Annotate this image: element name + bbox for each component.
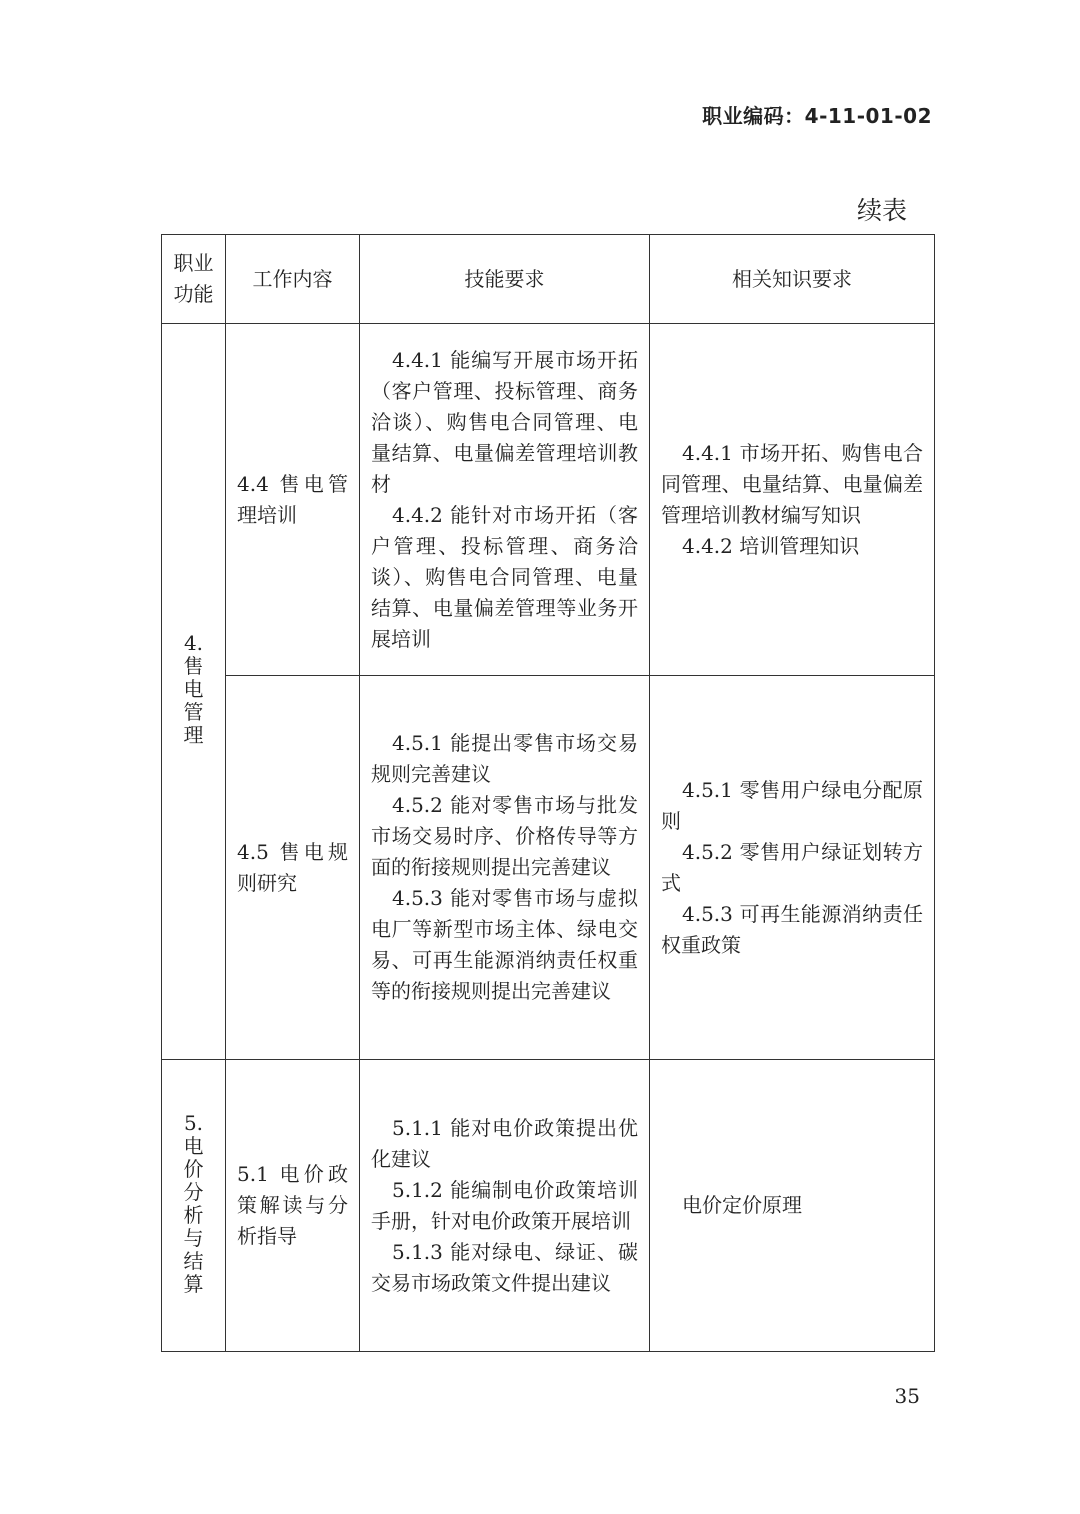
page-number: 35 [894, 1384, 920, 1408]
work-content: 5.1 电价政策解读与分析指导 [237, 1162, 348, 1248]
continued-label: 续表 [856, 196, 907, 225]
header-skills: 技能要求 [464, 266, 545, 291]
skills-cell [360, 1060, 650, 1352]
knowledge-cell [650, 676, 935, 1060]
knowledge-item: 4.5.1 零售用户绿电分配原则 [661, 777, 923, 833]
table-row [162, 676, 935, 1060]
table-header-row [162, 235, 935, 324]
knowledge-cell [650, 324, 935, 676]
table-row [162, 324, 935, 676]
function-name: 电价分析与结算 [183, 1133, 204, 1296]
work-cell [226, 324, 360, 676]
skill-item: 4.5.3 能对零售市场与虚拟电厂等新型市场主体、绿电交易、可再生能源消纳责任权重等的衔接规则提出完善建议 [371, 886, 638, 1003]
skill-item: 4.5.1 能提出零售市场交易规则完善建议 [371, 731, 638, 786]
work-cell [226, 1060, 360, 1352]
skills-cell [360, 676, 650, 1060]
knowledge-item: 4.5.2 零售用户绿证划转方式 [661, 839, 923, 895]
function-cell [162, 324, 226, 1060]
knowledge-item: 电价定价原理 [682, 1193, 802, 1217]
function-cell [162, 1060, 226, 1352]
header-cell [360, 235, 650, 324]
skill-item: 5.1.1 能对电价政策提出优化建议 [371, 1115, 638, 1171]
knowledge-item: 4.4.2 培训管理知识 [682, 533, 860, 558]
knowledge-item: 4.4.1 市场开拓、购售电合同管理、电量结算、电量偏差管理培训教材编写知识 [661, 440, 923, 527]
header-function: 职业功能 [173, 251, 214, 306]
header-knowledge: 相关知识要求 [732, 266, 852, 291]
work-content: 4.4 售电管理培训 [237, 471, 348, 527]
occupation-code: 职业编码：4-11-01-02 [702, 104, 932, 128]
knowledge-cell [650, 1060, 935, 1352]
function-number: 4. [183, 631, 204, 655]
knowledge-item: 4.5.3 可再生能源消纳责任权重政策 [661, 901, 923, 957]
skills-table [161, 234, 935, 1352]
work-content: 4.5 售电规则研究 [237, 839, 348, 895]
skill-item: 4.4.2 能针对市场开拓（客户管理、投标管理、商务洽谈）、购售电合同管理、电量结算、电量偏差管理等业务开展培训 [371, 502, 638, 651]
header-cell [162, 235, 226, 324]
work-cell [226, 676, 360, 1060]
table-row [162, 1060, 935, 1352]
skill-item: 5.1.2 能编制电价政策培训手册，针对电价政策开展培训 [371, 1177, 638, 1233]
skill-item: 4.4.1 能编写开展市场开拓（客户管理、投标管理、商务洽谈）、购售电合同管理、电量结算、电量偏差管理培训教材 [371, 347, 638, 496]
skills-cell [360, 324, 650, 676]
skill-item: 4.5.2 能对零售市场与批发市场交易时序、价格传导等方面的衔接规则提出完善建议 [371, 793, 638, 879]
function-name: 售电管理 [183, 654, 204, 747]
header-cell [226, 235, 360, 324]
header-work: 工作内容 [252, 266, 333, 291]
header-cell [650, 235, 935, 324]
skill-item: 5.1.3 能对绿电、绿证、碳交易市场政策文件提出建议 [371, 1239, 638, 1295]
function-number: 5. [183, 1110, 204, 1135]
